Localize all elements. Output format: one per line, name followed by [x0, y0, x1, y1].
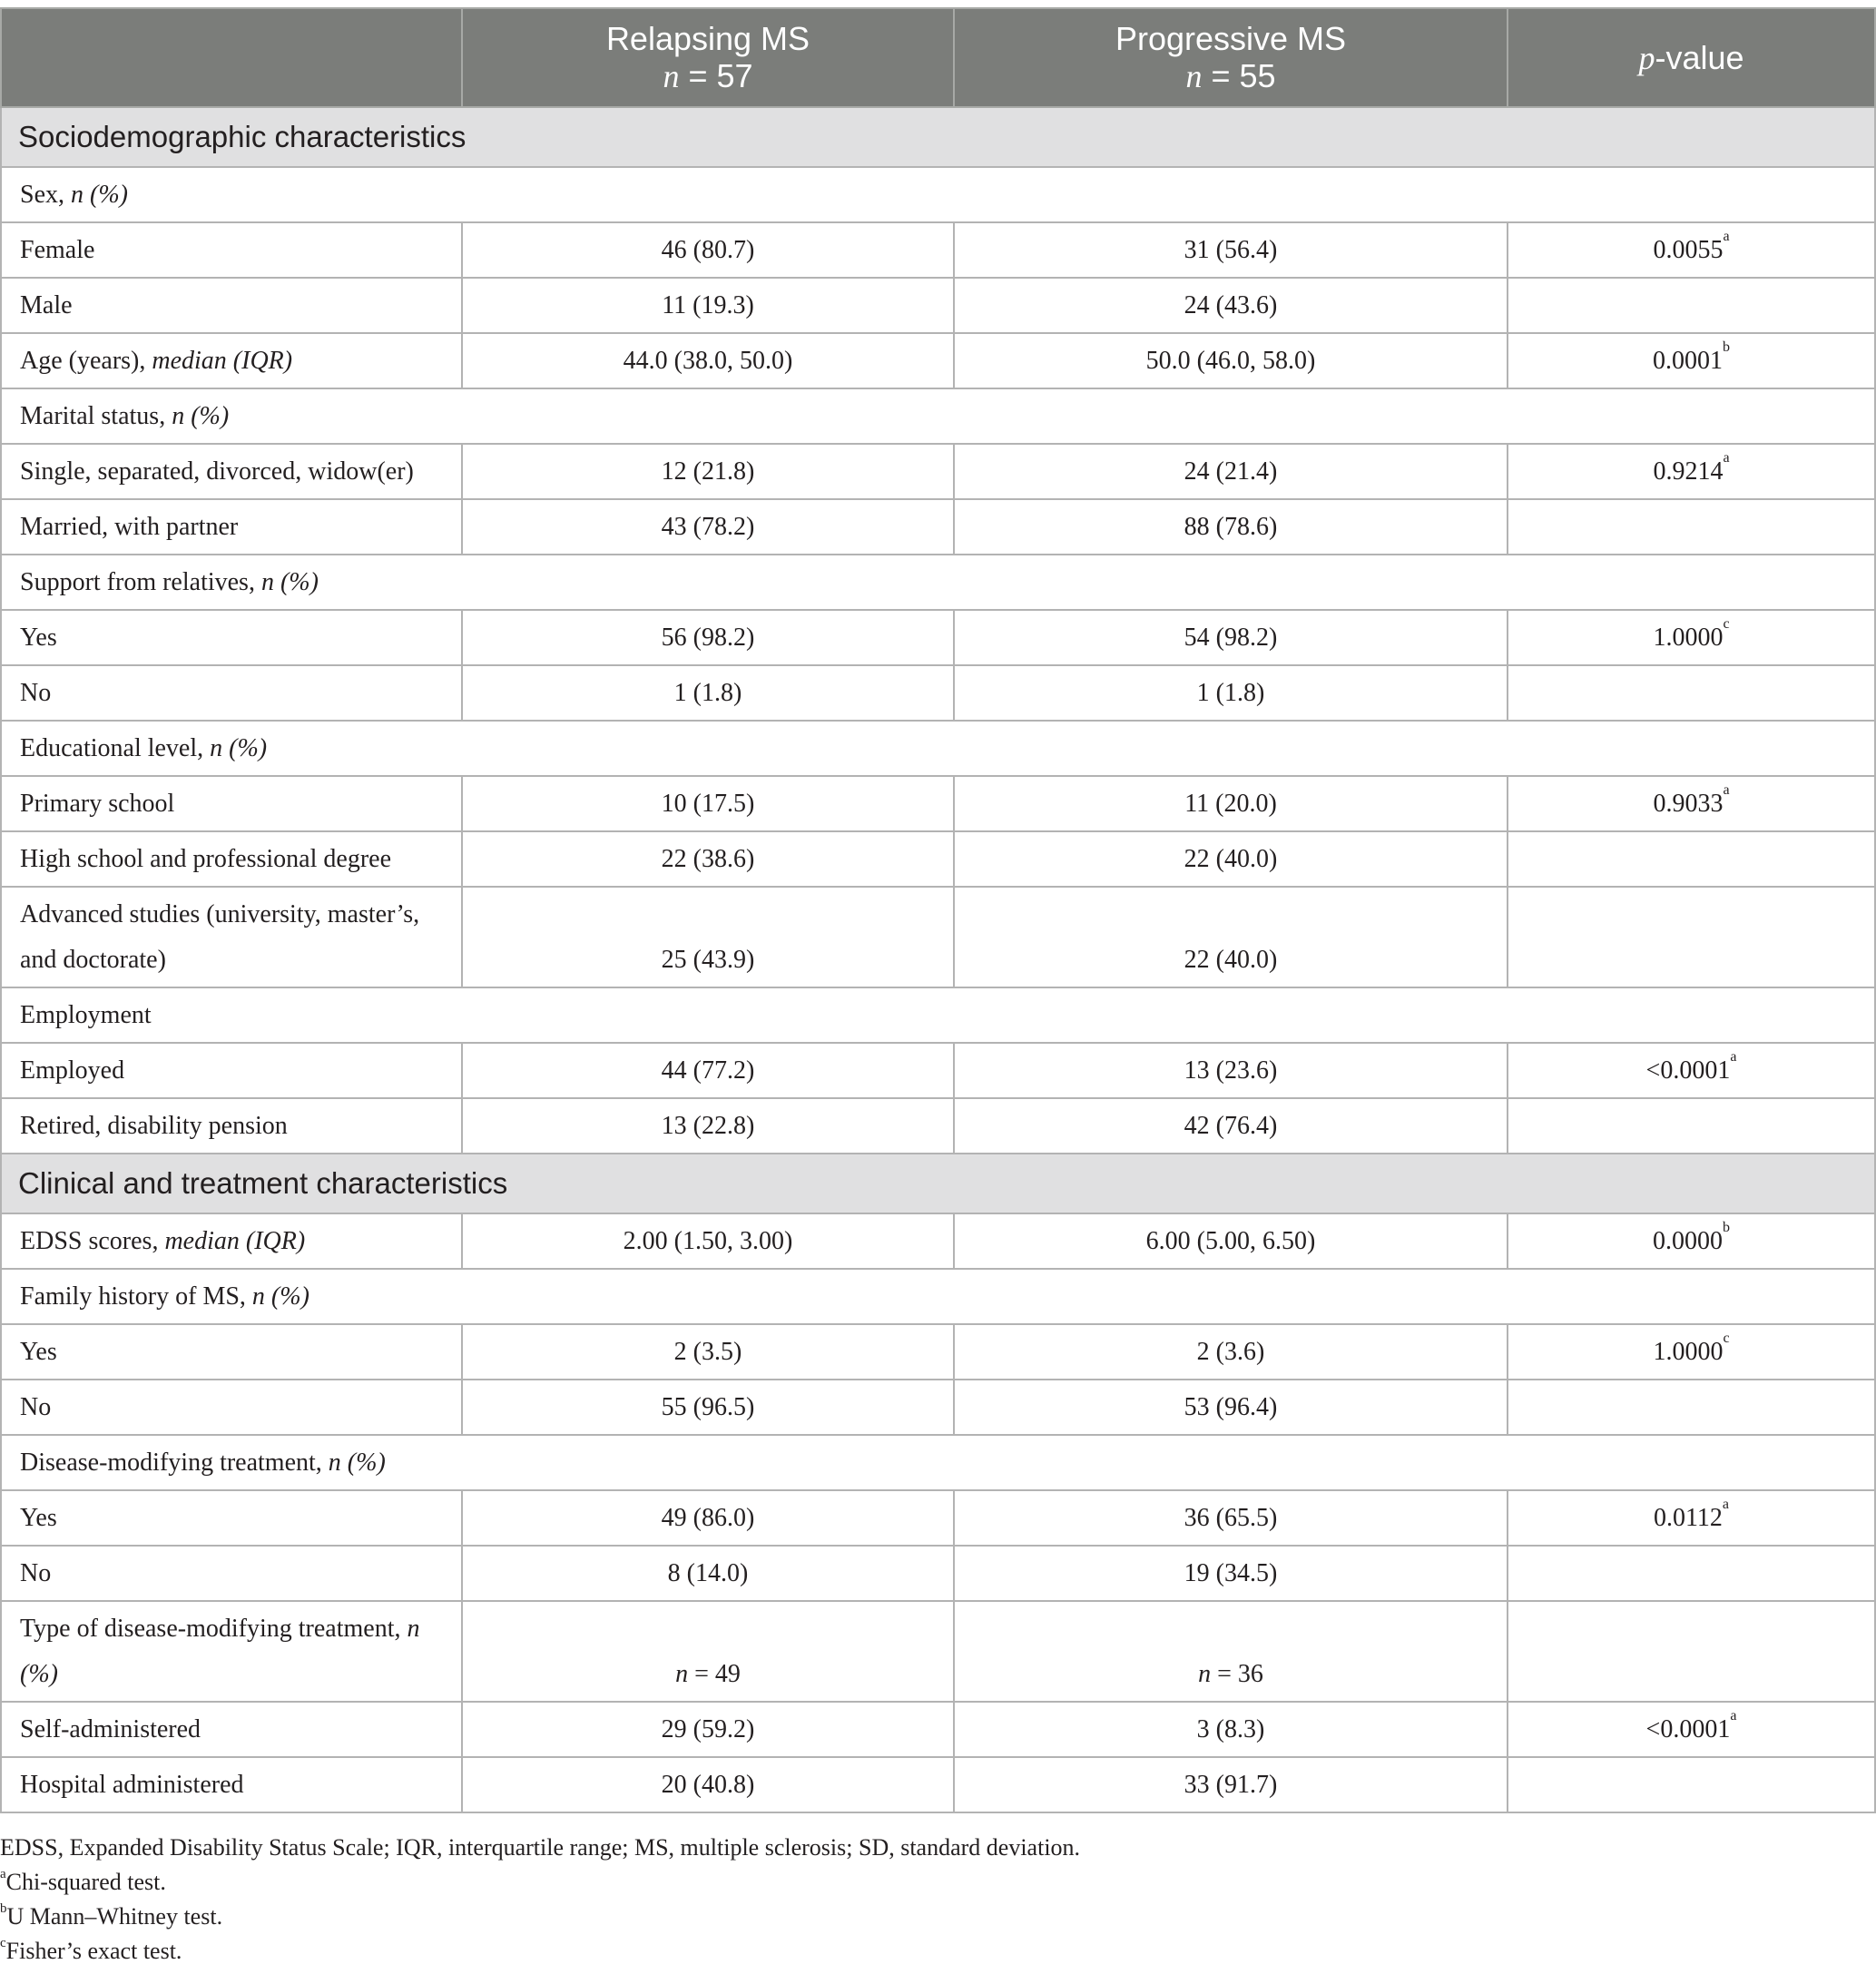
- row-label: Disease-modifying treatment, n (%): [1, 1435, 1875, 1490]
- footnote-abbreviations: EDSS, Expanded Disability Status Scale; IQR, interquartile range; MS, multiple sclerosis; SD, standard deviation.: [0, 1834, 1081, 1861]
- row-label: Age (years), median (IQR): [1, 333, 462, 388]
- table-row: [1, 887, 1875, 987]
- row-label: Yes: [1, 610, 462, 665]
- row-label: Married, with partner: [1, 499, 462, 555]
- progressive-value: 54 (98.2): [954, 610, 1508, 665]
- progressive-value: 36 (65.5): [954, 1490, 1508, 1546]
- table-row: [1, 1380, 1875, 1435]
- row-label: Primary school: [1, 776, 462, 831]
- relapsing-value: 56 (98.2): [462, 610, 954, 665]
- p-value: [1508, 1546, 1875, 1601]
- footnote-c: $^c$Fisher’s exact test.: [0, 1936, 182, 1964]
- relapsing-value: 22 (38.6): [462, 831, 954, 887]
- p-value: 0.0001$^b$: [1508, 333, 1875, 388]
- section-clinical: Clinical and treatment characteristics: [1, 1154, 1875, 1213]
- section-row: [1, 107, 1875, 167]
- row-label: High school and professional degree: [1, 831, 462, 887]
- row-label: No: [1, 1380, 462, 1435]
- progressive-value: 2 (3.6): [954, 1324, 1508, 1380]
- header-p-rest: -value: [1655, 38, 1744, 76]
- relapsing-value: 2.00 (1.50, 3.00): [462, 1213, 954, 1269]
- p-value: 1.0000$^c$: [1508, 1324, 1875, 1380]
- progressive-value: 22 (40.0): [954, 887, 1508, 987]
- table-row: [1, 721, 1875, 776]
- progressive-value: 50.0 (46.0, 58.0): [954, 333, 1508, 388]
- table-row: [1, 665, 1875, 721]
- row-label: Yes: [1, 1324, 462, 1380]
- progressive-value: 53 (96.4): [954, 1380, 1508, 1435]
- row-label: Single, separated, divorced, widow(er): [1, 444, 462, 499]
- header-p-symbol: p: [1638, 39, 1655, 76]
- row-label: Type of disease-modifying treatment, n (%): [1, 1601, 462, 1702]
- relapsing-value: 43 (78.2): [462, 499, 954, 555]
- header-relapsing-ms: [462, 8, 954, 107]
- p-value: 0.0055$^a$: [1508, 222, 1875, 278]
- p-value: 0.0112$^a$: [1508, 1490, 1875, 1546]
- table-row: [1, 555, 1875, 610]
- table-container: [0, 7, 1874, 1813]
- row-label: EDSS scores, median (IQR): [1, 1213, 462, 1269]
- table-row: [1, 1098, 1875, 1154]
- progressive-value: 13 (23.6): [954, 1043, 1508, 1098]
- relapsing-value: 20 (40.8): [462, 1757, 954, 1812]
- row-label: Educational level, n (%): [1, 721, 1875, 776]
- table-row: [1, 167, 1875, 222]
- table-row: [1, 1043, 1875, 1098]
- relapsing-value: 13 (22.8): [462, 1098, 954, 1154]
- header-empty-cell: [1, 8, 462, 107]
- table-row: [1, 987, 1875, 1043]
- progressive-value: 22 (40.0): [954, 831, 1508, 887]
- relapsing-subgroup-n: n = 49: [462, 1601, 954, 1702]
- row-label: Marital status, n (%): [1, 388, 1875, 444]
- table-row: [1, 1269, 1875, 1324]
- p-value: [1508, 278, 1875, 333]
- table-row: [1, 1757, 1875, 1812]
- relapsing-value: 2 (3.5): [462, 1324, 954, 1380]
- progressive-value: 6.00 (5.00, 6.50): [954, 1213, 1508, 1269]
- table-row: [1, 1546, 1875, 1601]
- row-label: Family history of MS, n (%): [1, 1269, 1875, 1324]
- progressive-value: 24 (21.4): [954, 444, 1508, 499]
- table-row: [1, 444, 1875, 499]
- table-row: [1, 610, 1875, 665]
- table-footnotes: [0, 1831, 1874, 1969]
- row-label: Male: [1, 278, 462, 333]
- header-relapsing-n-symbol: n: [663, 58, 680, 94]
- progressive-value: 19 (34.5): [954, 1546, 1508, 1601]
- p-value: 1.0000$^c$: [1508, 610, 1875, 665]
- progressive-value: 42 (76.4): [954, 1098, 1508, 1154]
- header-relapsing-n-value: = 57: [679, 57, 753, 94]
- progressive-value: 11 (20.0): [954, 776, 1508, 831]
- table-row: [1, 776, 1875, 831]
- table-row: [1, 1435, 1875, 1490]
- row-label: Self-administered: [1, 1702, 462, 1757]
- p-value: 0.9033$^a$: [1508, 776, 1875, 831]
- table-row: [1, 388, 1875, 444]
- relapsing-value: 25 (43.9): [462, 887, 954, 987]
- p-value: <0.0001$^a$: [1508, 1702, 1875, 1757]
- row-label: Employment: [1, 987, 1875, 1043]
- section-sociodemographic: Sociodemographic characteristics: [1, 107, 1875, 167]
- p-value: [1508, 1601, 1875, 1702]
- p-value: [1508, 887, 1875, 987]
- relapsing-value: 29 (59.2): [462, 1702, 954, 1757]
- section-row: [1, 1154, 1875, 1213]
- progressive-value: 1 (1.8): [954, 665, 1508, 721]
- table-row: [1, 222, 1875, 278]
- header-p-value: [1508, 8, 1875, 107]
- relapsing-value: 49 (86.0): [462, 1490, 954, 1546]
- row-label: No: [1, 665, 462, 721]
- row-label: Retired, disability pension: [1, 1098, 462, 1154]
- characteristics-table: [0, 7, 1876, 1813]
- header-progressive-title: Progressive MS: [1115, 20, 1347, 57]
- table-row: [1, 333, 1875, 388]
- progressive-value: 24 (43.6): [954, 278, 1508, 333]
- p-value: [1508, 665, 1875, 721]
- p-value: [1508, 1380, 1875, 1435]
- relapsing-value: 46 (80.7): [462, 222, 954, 278]
- relapsing-value: 1 (1.8): [462, 665, 954, 721]
- row-label: Hospital administered: [1, 1757, 462, 1812]
- footnote-a: $^a$Chi-squared test.: [0, 1867, 166, 1895]
- table-row: [1, 278, 1875, 333]
- relapsing-value: 12 (21.8): [462, 444, 954, 499]
- table-row: [1, 1213, 1875, 1269]
- progressive-value: 3 (8.3): [954, 1702, 1508, 1757]
- p-value: 0.9214$^a$: [1508, 444, 1875, 499]
- header-progressive-ms: [954, 8, 1508, 107]
- row-label: Support from relatives, n (%): [1, 555, 1875, 610]
- row-label: Employed: [1, 1043, 462, 1098]
- row-label: Yes: [1, 1490, 462, 1546]
- p-value: [1508, 831, 1875, 887]
- table-row: [1, 499, 1875, 555]
- progressive-value: 33 (91.7): [954, 1757, 1508, 1812]
- footnote-b: $^b$U Mann–Whitney test.: [0, 1901, 223, 1930]
- p-value: 0.0000$^b$: [1508, 1213, 1875, 1269]
- row-label: Sex, n (%): [1, 167, 1875, 222]
- header-progressive-n-value: = 55: [1202, 57, 1276, 94]
- progressive-subgroup-n: n = 36: [954, 1601, 1508, 1702]
- row-label: Female: [1, 222, 462, 278]
- p-value: <0.0001$^a$: [1508, 1043, 1875, 1098]
- table-row: [1, 1601, 1875, 1702]
- p-value: [1508, 1757, 1875, 1812]
- p-value: [1508, 1098, 1875, 1154]
- progressive-value: 88 (78.6): [954, 499, 1508, 555]
- table-row: [1, 1490, 1875, 1546]
- relapsing-value: 10 (17.5): [462, 776, 954, 831]
- row-label: Advanced studies (university, master’s, and doctorate): [1, 887, 462, 987]
- row-label: No: [1, 1546, 462, 1601]
- p-value: [1508, 499, 1875, 555]
- table-row: [1, 1702, 1875, 1757]
- relapsing-value: 44 (77.2): [462, 1043, 954, 1098]
- relapsing-value: 8 (14.0): [462, 1546, 954, 1601]
- relapsing-value: 11 (19.3): [462, 278, 954, 333]
- relapsing-value: 55 (96.5): [462, 1380, 954, 1435]
- table-row: [1, 1324, 1875, 1380]
- header-row: [1, 8, 1875, 107]
- header-progressive-n-symbol: n: [1185, 58, 1203, 94]
- table-row: [1, 831, 1875, 887]
- progressive-value: 31 (56.4): [954, 222, 1508, 278]
- relapsing-value: 44.0 (38.0, 50.0): [462, 333, 954, 388]
- header-relapsing-title: Relapsing MS: [605, 20, 810, 57]
